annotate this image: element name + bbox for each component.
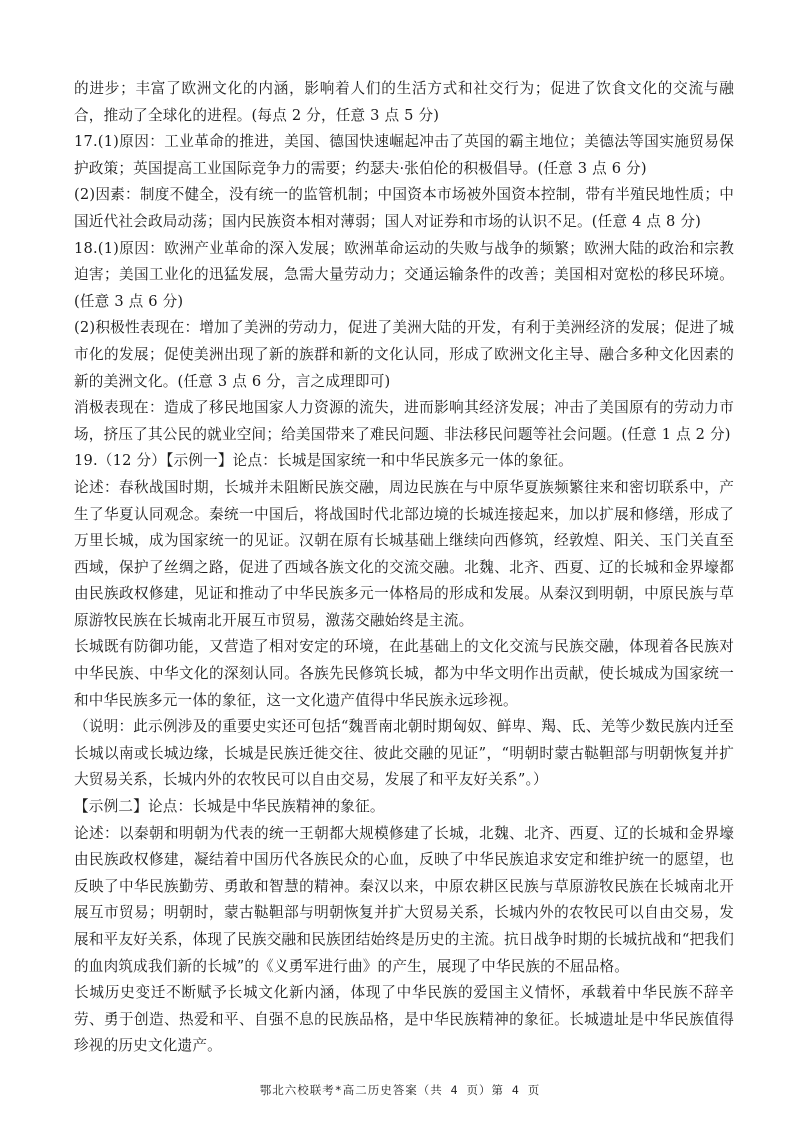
paragraph-q18-2-positive: (2)积极性表现在：增加了美洲的劳动力，促进了美洲大陆的开发，有利于美洲经济的发展；促进了城市化的发展；促使美洲出现了新的族群和新的文化认同，形成了欧洲文化主导、融合多种文化因素的新的美洲文化。(任意 3 点 6 分，言之成理即可) xyxy=(74,319,734,390)
paragraph-q19-example1-argument: 论述：春秋战国时期，长城并未阻断民族交融，周边民族在与中原华夏族频繁往来和密切联系中，产生了华夏认同观念。秦统一中国后，将战国时代北部边境的长城连接起来，加以扩展和修缮，形成了万里长城，成为国家统一的见证。汉朝在原有长城基础上继续向西修筑，经敦煌、阳关、玉门关直至西域，保护了丝绸之路，促进了西域各族文化的交流交融。北魏、北齐、西夏、辽的长城和金界壕都由民族政权修建，见证和推动了中华民族多元一体格局的形成和发展。从秦汉到明朝，中原民族与草原游牧民族在长城南北开展互市贸易，激荡交融始终是主流。 xyxy=(74,478,734,629)
answer-text xyxy=(74,76,734,1060)
paragraph-q17-2: (2)因素：制度不健全，没有统一的监管机制；中国资本市场被外国资本控制，带有半殖民地性质；中国近代社会政局动荡；国内民族资本相对薄弱；国人对证券和市场的认识不足。(任意 4 点 8 分) xyxy=(74,186,734,230)
paragraph-q19-example1-summary: 长城既有防御功能，又营造了相对安定的环境，在此基础上的文化交流与民族交融，体现着各民族对中华民族、中华文化的深刻认同。各族先民修筑长城，都为中华文明作出贡献，使长城成为国家统一和中华民族多元一体的象征，这一文化遗产值得中华民族永远珍视。 xyxy=(74,638,734,709)
paragraph-q19-note: （说明：此示例涉及的重要史实还可包括“魏晋南北朝时期匈奴、鲜卑、羯、氐、羌等少数民族内迁至长城以南或长城边缘，长城是民族迁徙交往、彼此交融的见证”，“明朝时蒙古鞑靼部与明朝恢复并扩大贸易关系，长城内外的农牧民可以自由交易，发展了和平友好关系”。） xyxy=(74,718,734,789)
paragraph-q19-example1-thesis: 19.（12 分）【示例一】论点：长城是国家统一和中华民族多元一体的象征。 xyxy=(74,452,573,470)
paragraph-q18-2-negative: 消极表现在：造成了移民地国家人力资源的流失，进而影响其经济发展；冲击了美国原有的劳动力市场，挤压了其公民的就业空间；给美国带来了难民问题、非法移民问题等社会问题。(任意 1 点 2 分) xyxy=(74,399,734,443)
paragraph-q19-example2-summary: 长城历史变迁不断赋予长城文化新内涵，体现了中华民族的爱国主义情怀，承载着中华民族不辞辛劳、勇于创造、热爱和平、自强不息的民族品格，是中华民族精神的象征。长城遗址是中华民族值得珍视的历史文化遗产。 xyxy=(74,984,734,1055)
paragraph-q19-example2-argument: 论述：以秦朝和明朝为代表的统一王朝都大规模修建了长城，北魏、北齐、西夏、辽的长城和金界壕由民族政权修建，凝结着中国历代各族民众的心血，反映了中华民族追求安定和维护统一的愿望，也反映了中华民族勤劳、勇敢和智慧的精神。秦汉以来，中原农耕区民族与草原游牧民族在长城南北开展互市贸易；明朝时，蒙古鞑靼部与明朝恢复并扩大贸易关系，长城内外的农牧民可以自由交易，发展和平友好关系，体现了民族交融和民族团结始终是历史的主流。抗日战争时期的长城抗战和“把我们的血肉筑成我们新的长城”的《义勇军进行曲》的产生，展现了中华民族的不屈品格。 xyxy=(74,824,734,975)
paragraph-q19-example2-thesis: 【示例二】论点：长城是中华民族精神的象征。 xyxy=(74,798,385,816)
paragraph-culture-end: 的进步；丰富了欧洲文化的内涵，影响着人们的生活方式和社交行为；促进了饮食文化的交流与融合，推动了全球化的进程。(每点 2 分，任意 3 点 5 分) xyxy=(74,80,734,124)
paragraph-q17-1: 17.(1)原因：工业革命的推进，美国、德国快速崛起冲击了英国的霸主地位；美德法等国实施贸易保护政策；英国提高工业国际竞争力的需要；约瑟夫·张伯伦的积极倡导。(任意 3 点 6 分) xyxy=(74,133,734,177)
page-footer: 鄂北六校联考*高二历史答案（共 4 页）第 4 页 xyxy=(259,1083,541,1097)
paragraph-q18-1: 18.(1)原因：欧洲产业革命的深入发展；欧洲革命运动的失败与战争的频繁；欧洲大陆的政治和宗教迫害；美国工业化的迅猛发展，急需大量劳动力；交通运输条件的改善；美国相对宽松的移民环境。(任意 3 点 6 分) xyxy=(74,239,734,310)
